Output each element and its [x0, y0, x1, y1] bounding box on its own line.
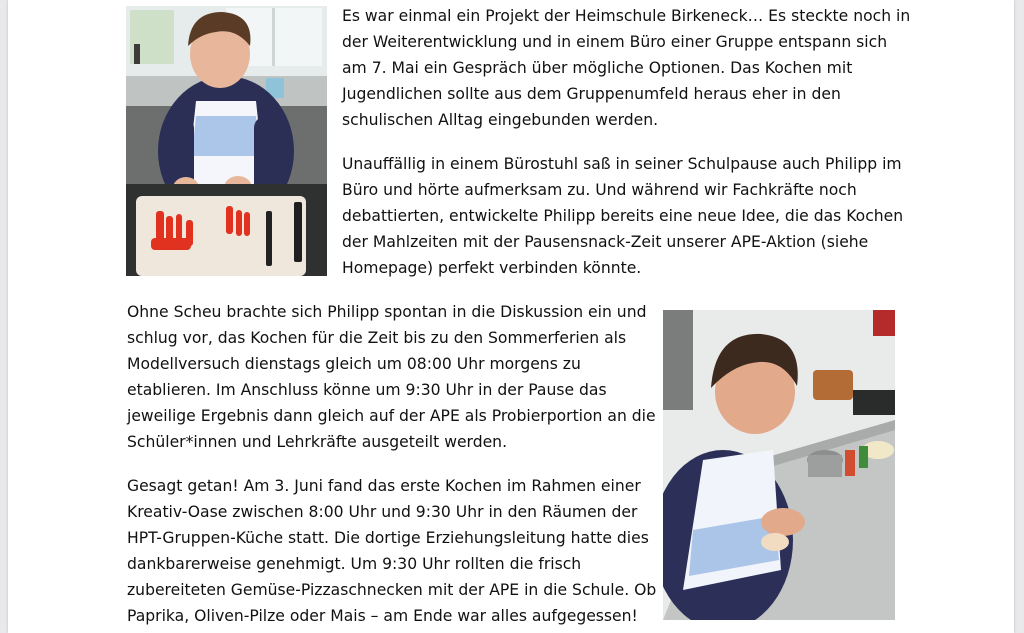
paragraph-1 — [342, 3, 910, 133]
paragraph-line: der Weiterentwicklung und in einem Büro einer Gruppe entspann sich — [342, 33, 888, 51]
paragraph-line: jeweilige Ergebnis dann gleich auf der APE als Probierportion an die — [127, 407, 656, 425]
paragraph-line: zubereiteten Gemüse-Pizzaschnecken mit der APE in die Schule. Ob — [127, 581, 657, 599]
paragraph-2 — [342, 151, 903, 281]
paragraph-line: Ohne Scheu brachte sich Philipp spontan in die Diskussion ein und — [127, 303, 647, 321]
paragraph-line: der Mahlzeiten mit der Pausensnack-Zeit unserer APE-Aktion (siehe — [342, 233, 869, 251]
paragraph-line: Es war einmal ein Projekt der Heimschule Birkeneck… Es steckte noch in — [342, 7, 911, 25]
photo-boy-rolling-dough-image — [663, 310, 895, 620]
photo-boy-rolling-dough — [663, 310, 895, 620]
paragraph-line: am 7. Mai ein Gespräch über mögliche Optionen. Das Kochen mit — [342, 59, 853, 77]
paragraph-line: Gesagt getan! Am 3. Juni fand das erste Kochen im Rahmen einer — [127, 477, 641, 495]
paragraph-4 — [127, 473, 656, 629]
paragraph-line: Paprika, Oliven-Pilze oder Mais – am Ende war alles aufgegessen! — [127, 607, 638, 625]
paragraph-line: schlug vor, das Kochen für die Zeit bis zu den Sommerferien als — [127, 329, 627, 347]
paragraph-line: Modellversuch dienstags gleich um 08:00 Uhr morgens zu — [127, 355, 581, 373]
paragraph-line: debattierten, entwickelte Philipp bereits eine neue Idee, die das Kochen — [342, 207, 904, 225]
paragraph-3 — [127, 299, 656, 455]
paragraph-line: Schüler*innen und Lehrkräfte ausgeteilt werden. — [127, 433, 508, 451]
document-page — [8, 0, 1014, 633]
paragraph-line: Homepage) perfekt verbinden könnte. — [342, 259, 642, 277]
paragraph-line: schulischen Alltag eingebunden werden. — [342, 111, 659, 129]
paragraph-line: HPT-Gruppen-Küche statt. Die dortige Erziehungsleitung hatte dies — [127, 529, 649, 547]
paragraph-line: Jugendlichen sollte aus dem Gruppenumfeld heraus eher in den — [342, 85, 841, 103]
paragraph-line: Kreativ-Oase zwischen 8:00 Uhr und 9:30 Uhr in den Räumen der — [127, 503, 638, 521]
paragraph-line: dankbarerweise genehmigt. Um 9:30 Uhr rollten die frisch — [127, 555, 582, 573]
paragraph-line: Büro und hörte aufmerksam zu. Und während wir Fachkräfte noch — [342, 181, 857, 199]
photo-boy-cutting-peppers — [126, 6, 327, 276]
photo-boy-cutting-peppers-image — [126, 6, 327, 276]
paragraph-line: etablieren. Im Anschluss könne um 9:30 Uhr in der Pause das — [127, 381, 607, 399]
paragraph-line: Unauffällig in einem Bürostuhl saß in seiner Schulpause auch Philipp im — [342, 155, 902, 173]
